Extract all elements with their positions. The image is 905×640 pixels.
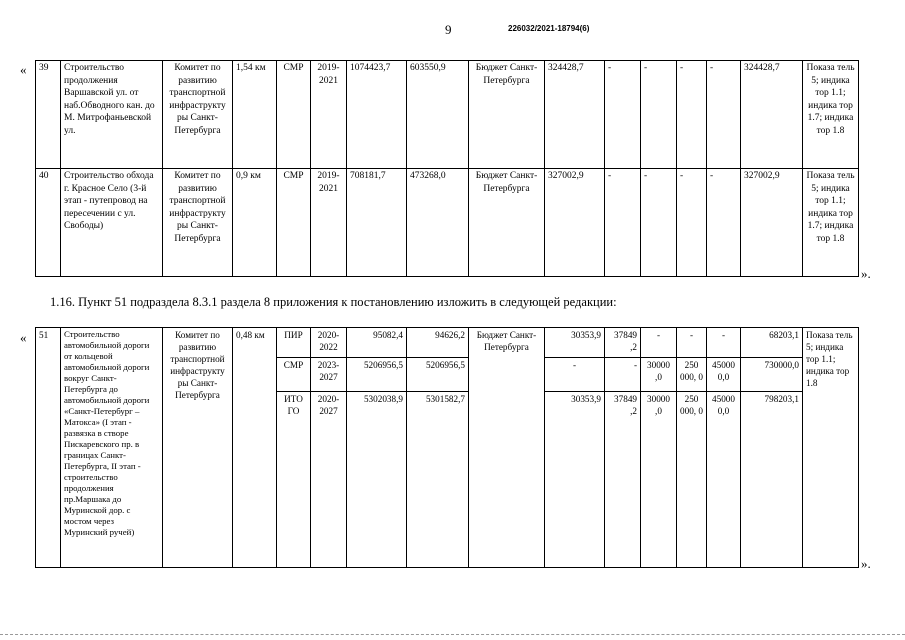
year-2022: - (605, 61, 641, 169)
open-quote-2: « (20, 330, 27, 345)
limit: 94626,2 (407, 328, 469, 358)
indicators: Показа тель 5; индика тор 1.1; индика тор 1.7; индика тор 1.8 (803, 169, 859, 277)
work-type: СМР (277, 61, 311, 169)
work-type: ПИР (277, 328, 311, 358)
period: 2019-2021 (311, 169, 347, 277)
row-number: 40 (36, 169, 61, 277)
year-2021: 30353,9 (545, 392, 605, 568)
year-2025: - (707, 328, 741, 358)
period: 2020-2027 (311, 392, 347, 568)
year-2024: - (677, 61, 707, 169)
year-2021: - (545, 358, 605, 392)
year-2021: 327002,9 (545, 169, 605, 277)
period: 2023-2027 (311, 358, 347, 392)
period: 2020-2022 (311, 328, 347, 358)
funding-source: Бюджет Санкт-Петербурга (469, 169, 545, 277)
table-row (36, 61, 859, 169)
total-cost: 5206956,5 (347, 358, 407, 392)
customer: Комитет по развитию транспортной инфраструкту ры Санкт-Петербурга (163, 61, 233, 169)
customer: Комитет по развитию транспортной инфраструкту ры Санкт-Петербурга (163, 328, 233, 568)
year-2024: - (677, 328, 707, 358)
table-row (36, 169, 859, 277)
table-2 (35, 327, 859, 568)
limit: 473268,0 (407, 169, 469, 277)
year-2025: - (707, 61, 741, 169)
object-name: Строительство автомобильной дороги от кольцевой автомобильной дороги вокруг Санкт-Петербурга до автомобильной дороги «Санкт-Петербург – Матокса» (I этап - развязка в створе Пискаревского пр. в границах Санкт-Петербурга, II этап - строительство продолжения пр.Маршака до Муринской дор. с мостом через Муринский ручей) (61, 328, 163, 568)
work-type: ИТО ГО (277, 392, 311, 568)
year-2025: - (707, 169, 741, 277)
indicators: Показа тель 5; индика тор 1.1; индика тор 1.8 (803, 328, 859, 568)
year-2024: - (677, 169, 707, 277)
page-number: 9 (445, 22, 452, 37)
year-2024: 250 000, 0 (677, 392, 707, 568)
limit: 603550,9 (407, 61, 469, 169)
total-cost: 95082,4 (347, 328, 407, 358)
total-cost: 1074423,7 (347, 61, 407, 169)
year-2021: 30353,9 (545, 328, 605, 358)
period: 2019-2021 (311, 61, 347, 169)
row-number: 39 (36, 61, 61, 169)
scan-edge (0, 634, 905, 637)
year-2022: 37849 ,2 (605, 392, 641, 568)
total-cost: 708181,7 (347, 169, 407, 277)
sum: 798203,1 (741, 392, 803, 568)
year-2024: 250 000, 0 (677, 358, 707, 392)
year-2025: 45000 0,0 (707, 392, 741, 568)
row-number: 51 (36, 328, 61, 568)
total-cost: 5302038,9 (347, 392, 407, 568)
year-2023: 30000 ,0 (641, 358, 677, 392)
length: 1,54 км (233, 61, 277, 169)
close-quote-1: ». (861, 266, 871, 281)
sum: 324428,7 (741, 61, 803, 169)
year-2023: - (641, 169, 677, 277)
year-2023: 30000 ,0 (641, 392, 677, 568)
limit: 5301582,7 (407, 392, 469, 568)
year-2022: - (605, 358, 641, 392)
year-2025: 45000 0,0 (707, 358, 741, 392)
funding-source: Бюджет Санкт-Петербурга (469, 328, 545, 568)
sum: 327002,9 (741, 169, 803, 277)
work-type: СМР (277, 358, 311, 392)
amendment-paragraph: 1.16. Пункт 51 подраздела 8.3.1 раздела 8 приложения к постановлению изложить в следующей редакции: (50, 295, 617, 309)
length: 0,48 км (233, 328, 277, 568)
work-type: СМР (277, 169, 311, 277)
table-row (36, 328, 859, 358)
year-2023: - (641, 328, 677, 358)
sum: 68203,1 (741, 328, 803, 358)
length: 0,9 км (233, 169, 277, 277)
object-name: Строительство продолжения Варшавской ул. от наб.Обводного кан. до М. Митрофаньевской ул. (61, 61, 163, 169)
year-2022: - (605, 169, 641, 277)
year-2021: 324428,7 (545, 61, 605, 169)
customer: Комитет по развитию транспортной инфраструкту ры Санкт-Петербурга (163, 169, 233, 277)
indicators: Показа тель 5; индика тор 1.1; индика тор 1.7; индика тор 1.8 (803, 61, 859, 169)
year-2023: - (641, 61, 677, 169)
table-1 (35, 60, 859, 277)
close-quote-2: ». (861, 556, 871, 571)
funding-source: Бюджет Санкт-Петербурга (469, 61, 545, 169)
object-name: Строительство обхода г. Красное Село (3-й этап - путепровод на пересечении с ул. Свободы) (61, 169, 163, 277)
open-quote-1: « (20, 62, 27, 77)
limit: 5206956,5 (407, 358, 469, 392)
document-number: 226032/2021-18794(6) (508, 24, 590, 33)
year-2022: 37849 ,2 (605, 328, 641, 358)
sum: 730000,0 (741, 358, 803, 392)
